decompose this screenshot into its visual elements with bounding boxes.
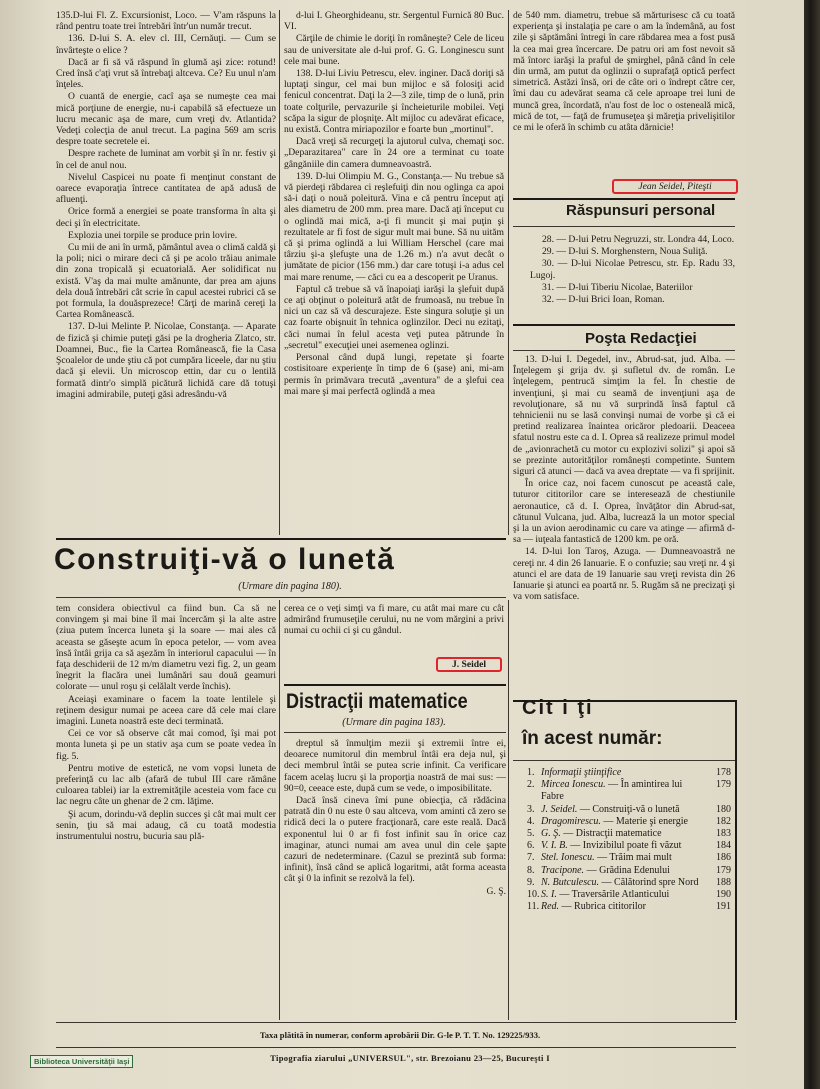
signature-jean-seidel: Jean Seidel, Piteşti	[612, 179, 738, 194]
paragraph: 137. D-lui Melinte P. Nicolae, Constanţa. — Aparate de fizică şi chimie puteţi găsi pe la drogheria Zlatco, str. Doamnei, Buc., fie la Cartea Românească, fie la Casa Şcoalelor de unde ştiu că pot cumpăra liceele, dar nu ştiu dacă şi elevii. Un microscop ettin, dar cu o lentilă formată dintr'o simplă picătură lichidă care dă totuşi imagini admirabile, puteţi găsi adresându-vă	[56, 321, 276, 400]
headline-rule	[56, 597, 506, 598]
list-item: 28. — D-lui Petru Negruzzi, str. Londra 44, Loco.	[542, 234, 735, 245]
toc-row: 11. Red. — Rubrica cititorilor 191	[527, 901, 731, 913]
toc-row: 9. N. Butculescu. — Călătorind spre Nord 188	[527, 876, 731, 888]
footer-tax-line: Taxa plătită în numerar, conform aprobării Dir. G-le P. T. T. No. 129225/933.	[259, 1030, 541, 1040]
headline-rule	[284, 684, 506, 686]
paragraph: Aceiaşi examinare o facem la toate lentilele şi reţinem desigur numai pe aceea care dă cele mai clare imagini. Luneta noastră este deci terminată.	[56, 693, 276, 728]
paragraph: 136. D-lui S. A. elev cl. III, Cernăuţi. — Cum se învârteşte o elice ?	[56, 33, 276, 56]
column-divider	[279, 10, 280, 535]
distractii-title: Distracţii matematice	[286, 690, 468, 713]
column-divider	[279, 600, 280, 1020]
paragraph: În orice caz, noi facem cunoscut pe această cale, tuturor cititorilor care se interesează de chestiunile aeronautice, că d. I. Oprea, învăţător din Abrud-sat, cătunul Vulcana, jud. Alba, lucrează la un motor special şi la un avion aerodinamic cu care va atinge — afirmă d-sa — iuţeala fantastică de 1200 km. pe oră.	[513, 478, 735, 546]
paragraph: Explozia unei torpile se produce prin lovire.	[68, 229, 238, 241]
toc-row: 10. S. I. — Traversările Atlanticului 190	[527, 889, 731, 901]
distractii-column	[284, 738, 506, 1006]
posta-column	[513, 354, 735, 699]
paragraph: 138. D-lui Liviu Petrescu, elev. inginer. Dacă doriţi să luptaţi singur, cel mai bun mijloc e să folosiţi acid fenicul concentrat. Daţi la 2—3 zile, timp de o lună, prin toate colţurile, pervazurile şi încheieturile mobilei. Veţi scăpa la sigur de ploşniţe. Alt mijloc cu adevărat eficace, nu există. Contra miriapozilor e foarte bun „mortinul".	[284, 68, 504, 136]
signature-gs: G. Ş.	[486, 885, 506, 897]
paragraph: 135.D-lui Fl. Z. Excursionist, Loco. — V'am răspuns la rând pentru toate trei întrebări într'un număr trecut.	[56, 10, 276, 33]
toc-row: 2. Mircea Ionescu. — În amintirea lui Fabre 179	[527, 779, 731, 803]
posta-title: Poşta Redacţiei	[585, 330, 697, 347]
paragraph: 14. D-lui Ion Taroş, Azuga. — Dumneavoastră ne cereţi nr. 4 din 26 Ianuarie. E o confuzie; sau vreţi nr. 4 şi atunci el are data de 19 Ianuarie sau vreţi revista din 26 Ianuarie şi atunci ea poartă nr. 5. Rugăm să ne precizaţi şi va vom satisface.	[513, 546, 735, 603]
raspunsuri-list	[530, 234, 735, 320]
toc-row: 5. G. Ş. — Distracţii matematice 183	[527, 828, 731, 840]
cititi-subtitle: în acest număr:	[522, 728, 663, 749]
luneta-subtitle: (Urmare din pagina 180).	[238, 581, 342, 592]
paragraph: Cărţile de chimie le doriţi în româneşte? Cele de liceu sau de universitate ale d-lui prof. G. G. Longinescu sunt cele mai bune.	[284, 33, 504, 67]
luneta-column-1	[56, 603, 276, 1013]
list-item: 31. — D-lui Tiberiu Nicolae, Bateriilor	[542, 281, 693, 293]
toc-row: 7. Stel. Ionescu. — Trăim mai mult 186	[527, 852, 731, 864]
reader-column-3	[513, 10, 735, 180]
toc-row: 6. V. I. B. — Invizibilul poate fi văzut 184	[527, 840, 731, 852]
toc-row: 8. Tracipone. — Grădina Edenului 179	[527, 864, 731, 876]
reader-column-2	[284, 10, 504, 530]
paragraph: Nivelul Caspicei nu poate fi menţinut constant de oarece evaporaţia întrece cantitatea de apă adusă de afluenţi.	[56, 171, 276, 206]
list-item: 29. — D-lui S. Morghenstern, Noua Suliţă.	[542, 246, 708, 258]
paragraph: Personal când după lungi, repetate şi foarte costisitoare experienţe în timp de 6 (şase) ani, mi-am permis în primăvara trecută „aventura" de a şlefui cea mai mare şi mai perfectă oglindă a mea	[284, 352, 504, 397]
headline-rule	[56, 538, 506, 540]
toc-row: 4. Dragomirescu. — Materie şi energie 182	[527, 815, 731, 827]
paragraph: cerea ce o veţi simţi va fi mare, cu atât mai mare cu cât admirând frumuseţile cerului, nu ne vom mărgini a privi numai cu ochii ci şi cu gândul.	[284, 603, 504, 637]
paragraph: Faptul că trebue să vă înapoiaţi iarăşi la şlefuit după ce aţi obţinut o poleitură atât de frumoasă, nu trebue în nici un caz să vă descurajeze. Este singura soluţie şi un caz foarte obişnuit în tehnica oglinzilor. Deci nu ezitaţi, căci numai în felul acesta veţi putea pătrunde în „secretul" execuţiei unei asemenea oglinzi.	[284, 283, 504, 351]
paragraph: tem considera obiectivul ca fiind bun. Ca să ne convingem şi mai bine îl mai încercăm şi la alte astre (ziua putem încerca luneta şi la soare — mai ales că aceasta se găseşte acum în epoca petelor, — vom avea însă întâi grija ca să aşezăm în interiorul capacului — în faţa deschiderii de 12 m/m diametru vezi fig. 2, un geam înegrit la flacăra unei lumânări sau două geamuri colorate — unul roşu şi celălalt verde închis).	[56, 603, 276, 693]
paragraph: 139. D-lui Olimpiu M. G., Constanţa.— Nu trebue să vă pierdeţi răbdarea ci reşlefuiţi din nou oglinga ca apoi să-i daţi o nouă poleitură. Vina e că pentru început aţi ales diametru de 200 mm. prea mare. Dacă aţi început cu o oglindă mai mică, a-ţi fi muncit şi mai puţin şi rezultatele ar fi fost de sigur mult mai bune. Să nu uităm că şi prima oglindă a lui William Herschel (care mai târziu şi-a şlefuşte una de 1.26 m.) n'a avut decât o jumătate de picior (156 mm.) dar care totuşi i-a adus cel mai mare renume, — căci cu ea a descoperit pe Uranus.	[284, 170, 504, 283]
reader-column-1	[56, 10, 276, 530]
paragraph: de 540 mm. diametru, trebue să mărturisesc că cu toată experienţa şi instalaţia pe care o am la îndemână, au fost zile şi săptămâni întregi în care răbdarea mea a fost pusă la cea mai grea încercare. De patru ori am fost nevoit să mă întorc iarăşi la praful de şmirghel, până când în cele din urmă, am putut da oglinzii o suprafaţă optică perfect simetrică. Astăzi însă, ori de câte ori o îndrept către cer, îmi dau cu adevărat seama că cele aproape trei luni de muncă grea, încordată, n'au fost de loc o osteneală mică, mică de tot, — faţă de frumuseţea şi măreţia privelişitilor ce mi le oferă în schimb cu atâta dărnicie!	[513, 10, 735, 134]
footer-rule	[56, 1047, 736, 1048]
paragraph: Orice formă a energiei se poate transforma în alta şi deci şi în electricitate.	[56, 206, 276, 229]
column-divider	[508, 10, 509, 535]
toc-row: 1. Informaţii ştiinţifice 178	[527, 767, 731, 778]
paragraph: Despre rachete de luminat am vorbit şi în nr. festiv şi în cel de anul nou.	[56, 148, 276, 171]
section-rule	[513, 198, 735, 200]
section-rule	[513, 350, 735, 351]
paragraph: Pentru motive de estetică, ne vom vopsi luneta de preferinţă cu lac alb (afară de tubul III care rămâne culoarea tablei) iar la extremităţile acesteia vom face cu lac negru câte un ghenar de 2 cm. lăţime.	[56, 762, 276, 808]
signature-j-seidel: J. Seidel	[436, 657, 502, 672]
list-item: 30. — D-lui Nicolae Petrescu, str. Ep. Radu 33, Lugoj.	[530, 258, 735, 281]
paragraph: Cu mii de ani în urmă, pământul avea o climă caldă şi la poli; nici o mirare deci că şi pe acolo trăiau animale din zona tropicală şi ecuatorială. Aer solidificat nu există. V'aş da mai multe amănunte, dar prea am ajuns dela două întrebări cât scrie în capul acestei rubrici că se pot formula, la douăsprezece! Cărţi de marină cereţi la Cartea Românească.	[56, 242, 276, 321]
library-stamp: Biblioteca Universităţii Iaşi	[30, 1055, 133, 1068]
cititi-title: Cit i ţi	[522, 697, 594, 719]
section-rule	[513, 226, 735, 227]
footer-rule	[56, 1022, 736, 1023]
paragraph: Dacă vreţi să recurgeţi la ajutorul culva, chemaţi soc. „Deparazitarea" care în 24 ore a terminat cu toate gângăniile din camera dumneavoastră.	[284, 136, 504, 170]
paragraph: d-lui I. Gheorghideanu, str. Sergentul Furnică 80 Buc. VI.	[284, 10, 504, 33]
section-rule	[513, 324, 735, 326]
paragraph: Dacă ar fi să vă răspund în glumă aşi zice: rotund! Cred însă c'aţi vrut să întrebaţi altceva. Ce? Eu unul n'am înţeles.	[56, 56, 276, 91]
list-item: 32. — D-lui Brici Ioan, Roman.	[542, 294, 665, 306]
paragraph: O cuantă de energie, cacî aşa se numeşte cea mai mică porţiune de energie, nu-i capabilă să efectueze un lucru mecanic aşa de mare, cum vreţi dv. Atlantida? Vedeţi colecţia de anul trecut. La pagina 569 am scris despre toate secretele ei.	[56, 91, 276, 148]
toc-row: 3. J. Seidel. — Construiţi-vă o lunetă 180	[527, 803, 731, 815]
raspunsuri-title: Răspunsuri personal	[566, 202, 716, 219]
footer-print-line: Tipografia ziarului „UNIVERSUL", str. Brezoianu 23—25, Bucureşti I	[270, 1053, 550, 1063]
paragraph: dreptul să înmulţim mezii şi extremii între ei, deoarece numitorul din membrul întâi era deja nul, şi deci membrul întâi se putea scrie infinit. Ca verificare facem acelaş lucru şi la proporţia noastră de mai sus: —90=0, ceeace este, după cum se vede, o imposibilitate.	[284, 738, 506, 794]
distractii-subtitle: (Urmare din pagina 183).	[342, 717, 446, 728]
paragraph: Cei ce vor să observe cât mai comod, îşi mai pot monta luneta şi pe un stativ aşa cum se poate vedea în fig. 5.	[56, 728, 276, 762]
paragraph: Şi acum, dorindu-vă deplin succes şi cât mai mult cer senin, ţiu să mai adaug, că cu toată modestia instrumentului nostru, bucuria sau plă-	[56, 808, 276, 843]
table-of-contents	[527, 767, 731, 913]
headline-rule	[284, 732, 506, 733]
luneta-column-2	[284, 603, 504, 658]
page-binding-edge	[804, 0, 820, 1089]
luneta-title: Construiţi-vă o lunetă	[54, 543, 396, 576]
box-border	[735, 700, 737, 1020]
paragraph: 13. D-lui I. Degedel, inv., Abrud-sat, jud. Alba. — Înţelegem şi grija dv. şi sufletul dv. de român. Le înţelegem, pentrucă simţim la fel. În chestie de invenţiuni, şi mai cu seamă de invenţiuni aşa de revoluţionare, să nu vă surprindă însă faptul că tehnicienii nu se lasă convinşi numai de vorbe şi că ei pretind realizarea înaintea oricăror pledoarii. Deaceea sfatul nostru este ca d. I. Oprea să realizeze primul model de „avionrachetă cu motor cu explozivi solizi" şi apoi să se prezinte autorităţilor româneşti competinte. Suntem siguri că atunci — dacă va avea dreptate — va fi sprijinit.	[513, 354, 735, 478]
section-rule	[513, 760, 735, 761]
column-divider	[508, 600, 509, 1020]
paragraph: Dacă însă cineva îmi pune obiecţia, că rădăcina patrată din 0 nu este 0 sau altceva, vom aminti că zero se ridică deci la o putere fracţionară, care este reală. Dacă exponentul lui 0 ar fi fost infinit sau în orice caz imaginar, atunci numai am avea unul din cele şapte cazuri de nedeterminare. (Cazul se prezintă sub forma: infinit), însă când se aplică logaritmi, atât forma aceasta cât şi 0 la infinit se rezolvă la fel).	[284, 795, 506, 885]
